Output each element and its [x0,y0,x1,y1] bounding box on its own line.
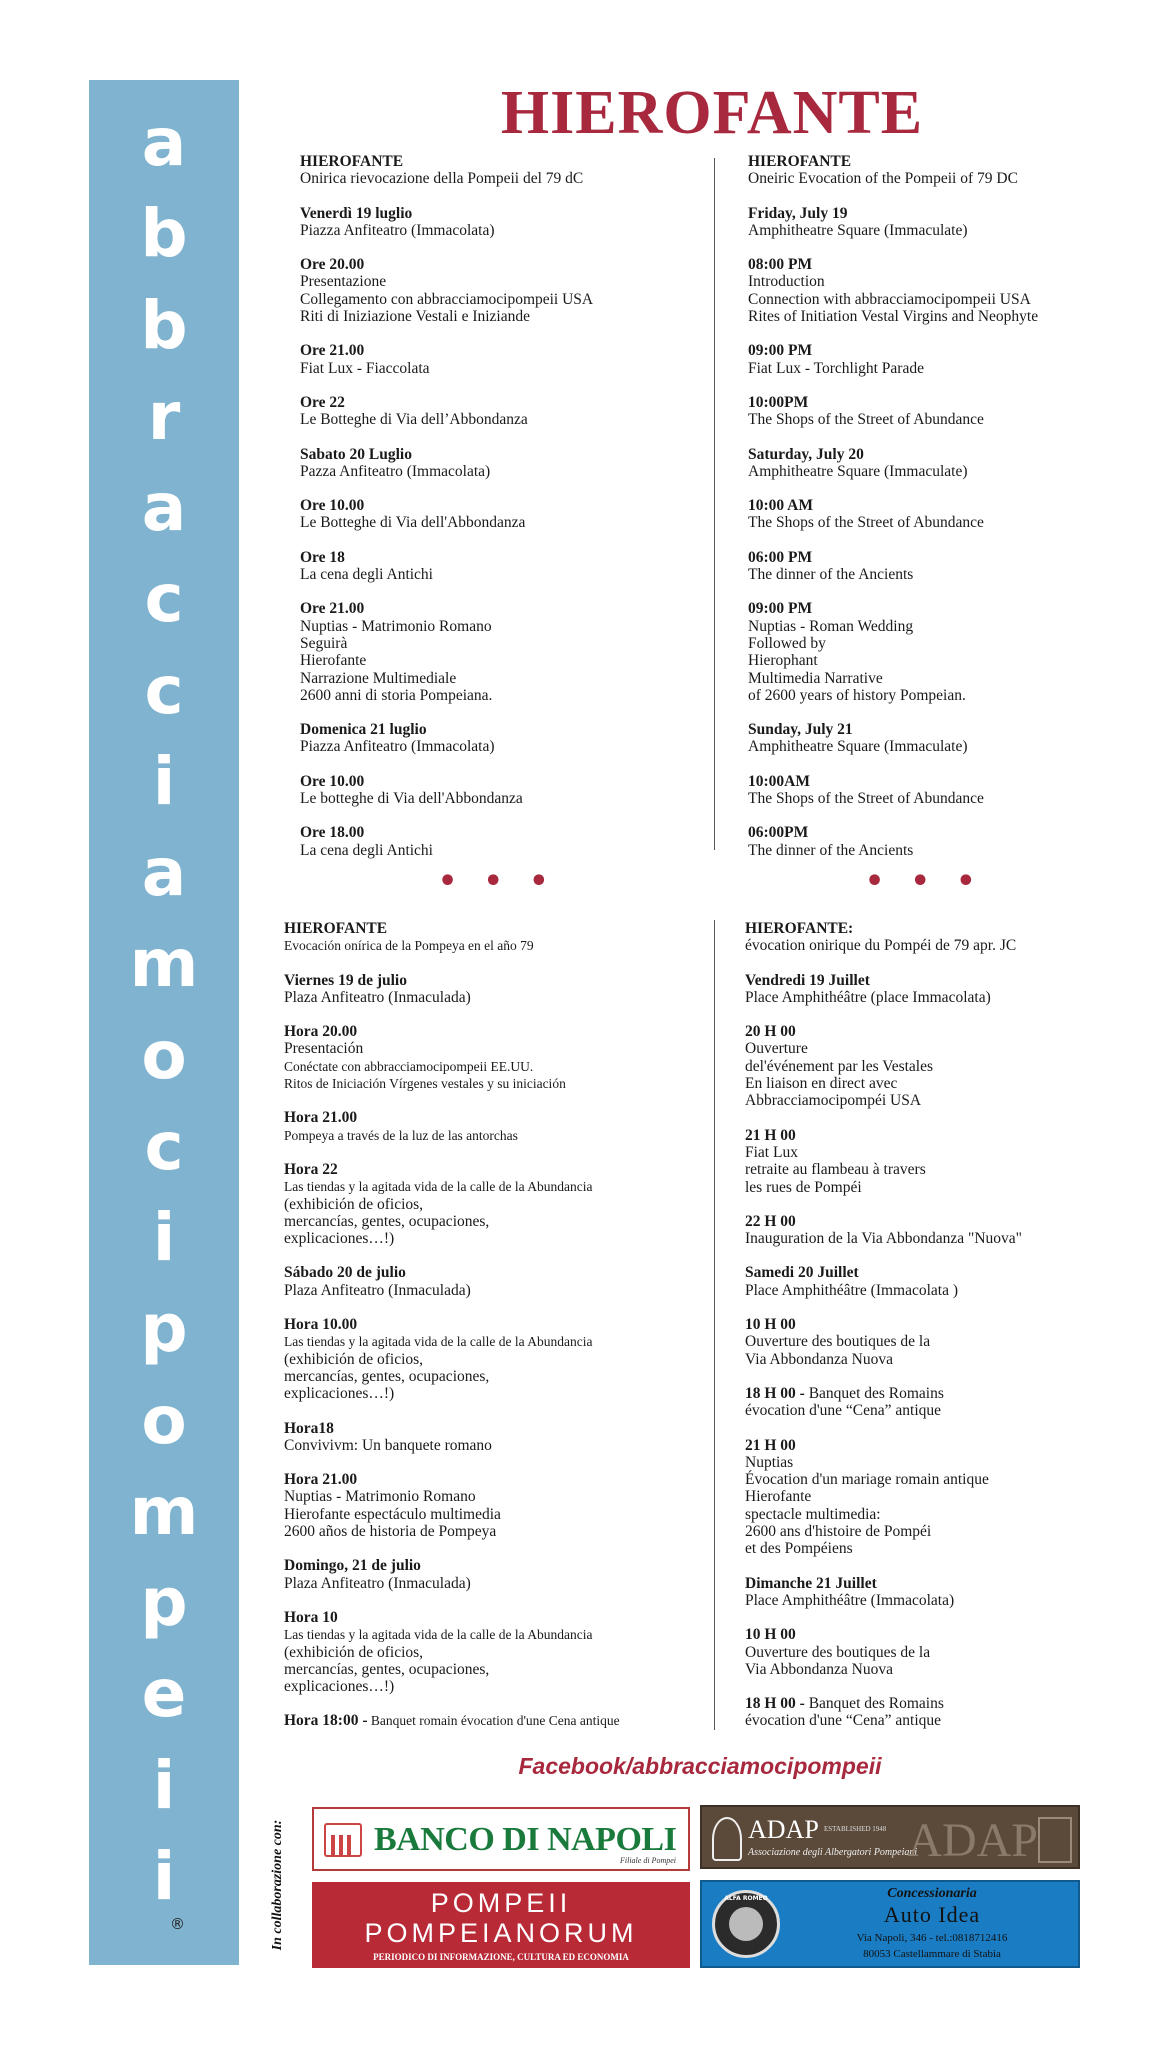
program-entry [748,205,1148,240]
banner-letter: i [152,742,176,820]
building-icon [1038,1817,1072,1863]
program-entry [745,1127,1165,1196]
entry-text: Hierophant [748,652,818,670]
program-entry [284,1557,709,1592]
entry-heading: 06:00PM [748,824,809,842]
entry-text: les rues de Pompéi [745,1178,862,1196]
banner-letter: e [141,1655,187,1733]
program-entry [300,394,705,429]
entry-heading: Ore 10.00 [300,497,365,515]
entry-text: Oneiric Evocation of the Pompeii of 79 DC [748,170,1018,188]
entry-text: Via Abbondanza Nuova [745,1350,893,1368]
entry-heading: HIEROFANTE [284,920,388,937]
entry-heading: 21 H 00 [745,1436,796,1454]
entry-text: Presentación [284,1040,364,1058]
program-entry [300,256,705,325]
entry-text: Abbracciamocipompéi USA [745,1092,922,1110]
entry-text: Riti di Iniziazione Vestali e Iniziande [300,308,530,326]
entry-text: Nuptias - Matrimonio Romano [300,617,492,635]
entry-text: (exhibición de oficios, [284,1643,424,1661]
entry-text: Place Amphithéâtre (place Immacolata) [745,988,991,1006]
entry-text: 2600 anni di storia Pompeiana. [300,686,493,704]
entry-heading: 21 H 00 [745,1126,796,1144]
entry-text: évocation onirique du Pompéi de 79 apr. JC [745,937,1017,955]
english-program [748,153,1148,876]
entry-heading: Samedi 20 Juillet [745,1264,859,1282]
entry-text: Amphitheatre Square (Immaculate) [748,462,968,480]
entry-heading: 09:00 PM [748,600,813,618]
entry-heading: Dimanche 21 Juillet [745,1574,877,1592]
entry-text: Nuptias - Roman Wedding [748,617,914,635]
program-entry [745,1023,1165,1109]
entry-heading: Ore 18.00 [300,824,365,842]
bank-columns-icon [324,1823,362,1857]
program-entry [745,1575,1165,1610]
entry-heading: Venerdì 19 luglio [300,204,413,222]
entry-text: Fiat Lux [745,1143,798,1161]
entry-text: Plaza Anfiteatro (Inmaculada) [284,988,471,1006]
entry-text: Evocación onírica de la Pompeya en el año 79 [284,938,534,954]
entry-text: Ouverture des boutiques de la [745,1333,931,1351]
entry-heading: Ore 10.00 [300,772,365,790]
entry-heading: 10 H 00 [745,1316,796,1334]
program-entry [300,446,705,481]
entry-heading: Ore 21.00 [300,342,365,360]
program-entry [284,1023,709,1092]
program-entry [300,600,705,704]
program-entry [300,497,705,532]
italian-program [300,153,705,876]
registered-mark: ® [170,1915,185,1933]
entry-text: Fiat Lux - Torchlight Parade [748,359,924,377]
entry-text: explicaciones…!) [284,1385,395,1403]
entry-heading: 18 H 00 - [745,1695,805,1713]
divider-top [714,158,715,850]
entry-heading: Hora 21.00 [284,1471,358,1489]
entry-heading: Sábado 20 de julio [284,1264,406,1282]
entry-text: Pompeya a través de la luz de las antorchas [284,1127,518,1143]
banner-letter: c [144,1107,184,1185]
entry-text: Plaza Anfiteatro (Inmaculada) [284,1281,471,1299]
entry-heading: Hora 21.00 [284,1109,358,1127]
entry-text: Banquet romain évocation d'une Cena antique [367,1713,620,1729]
entry-text: Followed by [748,634,826,652]
entry-heading: 10 H 00 [745,1626,796,1644]
entry-text: Ouverture [745,1040,808,1058]
entry-heading: Ore 21.00 [300,600,365,618]
entry-text: The dinner of the Ancients [748,841,914,859]
entry-heading: Domingo, 21 de julio [284,1557,421,1575]
entry-text: Hierofante espectáculo multimedia [284,1505,501,1523]
program-entry [284,1109,709,1144]
entry-text: Amphitheatre Square (Immaculate) [748,738,968,756]
banner-letter: b [140,286,188,364]
entry-text: Pazza Anfiteatro (Immacolata) [300,462,491,480]
banner-letter: b [140,195,188,273]
banner-letters [89,104,239,1915]
entry-heading: Vendredi 19 Juillet [745,971,870,989]
entry-text: Onirica rievocazione della Pompeii del 79 dC [300,170,584,188]
entry-heading: Saturday, July 20 [748,445,864,463]
entry-heading: HIEROFANTE: [745,920,854,937]
entry-text: Seguirà [300,634,348,652]
entry-text: retraite au flambeau à travers [745,1161,926,1179]
entry-text: del'événement par les Vestales [745,1057,934,1075]
entry-text: Hierofante [745,1488,812,1506]
entry-heading: Viernes 19 de julio [284,971,407,989]
program-entry [748,497,1148,532]
entry-text: 2600 ans d'histoire de Pompéi [745,1523,932,1541]
entry-text: Narrazione Multimediale [300,669,457,687]
entry-heading: HIEROFANTE [300,153,404,170]
entry-text: The dinner of the Ancients [748,566,914,584]
entry-text: explicaciones…!) [284,1678,395,1696]
entry-heading: HIEROFANTE [748,153,852,170]
entry-heading: 20 H 00 [745,1023,796,1041]
program-entry [284,972,709,1007]
entry-text: Ritos de Iniciación Vírgenes vestales y su iniciación [284,1076,566,1092]
program-entry [745,1385,1165,1420]
program-entry [748,824,1148,859]
entry-heading: Domenica 21 luglio [300,721,427,739]
vertical-banner [89,80,239,1965]
entry-text: Amphitheatre Square (Immaculate) [748,221,968,239]
banner-letter: i [152,1837,176,1915]
entry-text: Le Botteghe di Via dell’Abbondanza [300,411,528,429]
entry-text: Rites of Initiation Vestal Virgins and Neophyte [748,308,1039,326]
program-entry [300,342,705,377]
collaboration-label: In collaborazione con: [270,1819,285,1951]
entry-text: (exhibición de oficios, [284,1350,424,1368]
french-program [745,920,1165,1747]
entry-text: Plaza Anfiteatro (Inmaculada) [284,1574,471,1592]
entry-text: Hierofante [300,652,367,670]
entry-heading: Sunday, July 21 [748,721,853,739]
alfa-romeo-badge-icon: ALFA ROMEO [712,1890,780,1958]
program-entry [284,920,709,955]
entry-text: mercancías, gentes, ocupaciones, [284,1212,490,1230]
entry-text: Piazza Anfiteatro (Immacolata) [300,221,495,239]
program-entry [745,1437,1165,1558]
entry-text: La cena degli Antichi [300,841,433,859]
banner-letter: a [141,104,187,181]
entry-heading: Friday, July 19 [748,204,848,222]
entry-text: Fiat Lux - Fiaccolata [300,359,430,377]
entry-text: mercancías, gentes, ocupaciones, [284,1367,490,1385]
program-entry [300,721,705,756]
banner-letter: m [129,1472,199,1550]
program-entry [284,1712,709,1729]
entry-text: Place Amphithéâtre (Immacolata) [745,1591,955,1609]
entry-text: explicaciones…!) [284,1230,395,1248]
program-entry [748,549,1148,584]
banner-letter: i [152,1199,176,1276]
divider-bottom [714,920,715,1730]
entry-heading: Ore 22 [300,393,345,411]
separator-left: • • • [438,864,557,899]
entry-text: Las tiendas y la agitada vida de la calle de la Abundancia [284,1179,593,1195]
entry-text: The Shops of the Street of Abundance [748,411,984,429]
entry-text: mercancías, gentes, ocupaciones, [284,1660,490,1678]
program-entry [300,549,705,584]
entry-text: Inauguration de la Via Abbondanza "Nuova" [745,1230,1023,1248]
program-entry [745,1695,1165,1730]
entry-text: The Shops of the Street of Abundance [748,514,984,532]
program-entry [748,342,1148,377]
banner-letter: o [141,1381,187,1459]
banner-letter: i [152,1746,176,1824]
program-entry [300,773,705,808]
banner-letter: p [140,1564,188,1641]
banner-letter: c [144,651,184,729]
program-entry [748,446,1148,481]
program-entry [284,1264,709,1299]
entry-text: Connection with abbracciamocipompeii USA [748,290,1031,308]
program-entry [284,1161,709,1247]
program-entry [748,773,1148,808]
entry-text: Banquet des Romains [804,1384,944,1402]
program-entry [284,1471,709,1540]
auto-idea-logo: ALFA ROMEO Concessionaria Auto Idea Via Napoli, 346 - tel.:0818712416 80053 Castellammare di Stabia [700,1880,1080,1968]
banner-letter: m [129,925,199,1003]
entry-heading: 08:00 PM [748,256,813,274]
program-entry [748,153,1148,188]
entry-heading: Hora 20.00 [284,1023,358,1041]
entry-text: La cena degli Antichi [300,566,433,584]
entry-heading: Sabato 20 Luglio [300,445,412,463]
entry-text: spectacle multimedia: [745,1505,881,1523]
banner-letter: o [141,1016,187,1094]
entry-heading: 06:00 PM [748,548,813,566]
banner-letter: c [144,560,184,638]
entry-heading: Ore 18 [300,548,345,566]
page-title: HIEROFANTE [500,79,924,147]
entry-text: Ouverture des boutiques de la [745,1643,931,1661]
entry-text: évocation d'une “Cena” antique [745,1712,942,1730]
entry-text: Introduction [748,273,825,291]
entry-text: Via Abbondanza Nuova [745,1660,893,1678]
entry-text: Nuptias [745,1453,794,1471]
adap-logo: ADAP ESTABLISHED 1948 Associazione degli Albergatori Pompeiani ADAP [700,1805,1080,1869]
banner-letter: r [147,377,181,455]
entry-heading: 09:00 PM [748,342,813,360]
entry-heading: 22 H 00 [745,1212,796,1230]
entry-text: Place Amphithéâtre (Immacolata ) [745,1281,959,1299]
program-entry [748,721,1148,756]
entry-text: Piazza Anfiteatro (Immacolata) [300,738,495,756]
banner-letter: a [141,469,187,546]
banner-letter: p [140,1290,188,1368]
entry-heading: 10:00AM [748,772,810,790]
entry-text: Banquet des Romains [804,1695,944,1713]
spanish-program [284,920,709,1747]
program-entry [300,153,705,188]
program-entry [284,1316,709,1402]
separator-right: • • • [865,864,984,899]
program-entry [745,1626,1165,1678]
entry-heading: Hora 22 [284,1160,338,1178]
program-entry [745,1264,1165,1299]
entry-text: Las tiendas y la agitada vida de la calle de la Abundancia [284,1627,593,1643]
entry-text: Presentazione [300,273,387,291]
entry-text: Convivivm: Un banquete romano [284,1436,492,1454]
entry-heading: 10:00PM [748,393,809,411]
pompeii-pompeianorum-logo: POMPEII POMPEIANORUM PERIODICO DI INFORMAZIONE, CULTURA ED ECONOMIA [312,1882,690,1968]
entry-text: Collegamento con abbracciamocipompeii USA [300,290,594,308]
facebook-link[interactable]: Facebook/abbracciamocipompeii [518,1753,882,1779]
program-entry [748,256,1148,325]
entry-text: Le botteghe di Via dell'Abbondanza [300,790,523,808]
entry-text: Las tiendas y la agitada vida de la calle de la Abundancia [284,1334,593,1350]
program-entry [300,205,705,240]
entry-text: 2600 años de historia de Pompeya [284,1523,497,1541]
adap-emblem-icon [712,1817,742,1861]
entry-text: Nuptias - Matrimonio Romano [284,1488,476,1506]
entry-text: En liaison en direct avec [745,1075,898,1093]
entry-heading: Hora18 [284,1419,334,1437]
program-entry [284,1609,709,1695]
program-entry [284,1420,709,1455]
entry-text: et des Pompéiens [745,1540,853,1558]
program-entry [745,1213,1165,1248]
entry-heading: Hora 10 [284,1608,338,1626]
entry-heading: Ore 20.00 [300,256,365,274]
program-entry [745,972,1165,1007]
program-entry [300,824,705,859]
program-entry [745,920,1165,955]
entry-text: Conéctate con abbracciamocipompeii EE.UU. [284,1058,534,1074]
program-entry [748,600,1148,704]
entry-text: évocation d'une “Cena” antique [745,1402,942,1420]
entry-heading: Hora 18:00 - [284,1712,368,1730]
entry-text: Évocation d'un mariage romain antique [745,1471,989,1489]
program-entry [745,1316,1165,1368]
entry-text: (exhibición de oficios, [284,1195,424,1213]
entry-text: Le Botteghe di Via dell'Abbondanza [300,514,526,532]
entry-text: The Shops of the Street of Abundance [748,790,984,808]
entry-heading: 18 H 00 - [745,1384,805,1402]
banco-di-napoli-logo: BANCO DI NAPOLI Filiale di Pompei [312,1807,690,1871]
entry-text: Multimedia Narrative [748,669,883,687]
banner-letter: a [141,834,187,911]
entry-heading: Hora 10.00 [284,1316,358,1334]
entry-text: of 2600 years of history Pompeian. [748,686,966,704]
program-entry [748,394,1148,429]
entry-heading: 10:00 AM [748,497,814,515]
